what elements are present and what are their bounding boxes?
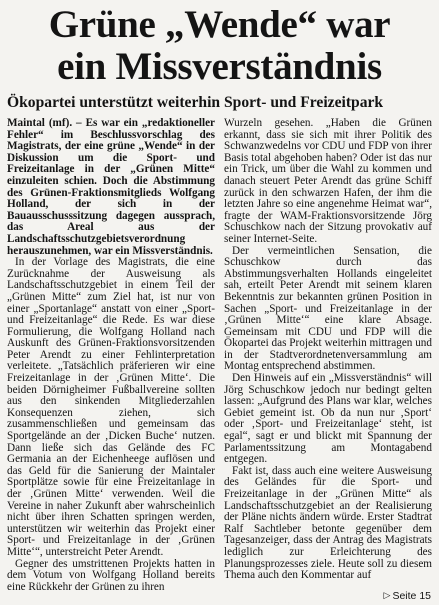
headline	[7, 4, 432, 88]
lead-paragraph	[7, 118, 215, 257]
article-columns	[7, 118, 432, 597]
article-column-right	[224, 118, 432, 597]
body-paragraph-2-start: Gegner des umstrittenen Projekts hatten in dem Votum von Wolfgang Holland bereits eine Rückkehr der Grünen zu ihren	[7, 557, 215, 593]
subheadline: Ökopartei unterstützt weiterhin Sport- und Freizeitpark	[7, 94, 384, 111]
body-paragraph-2-continued: Wurzeln gesehen. „Haben die Grünen erkannt, dass sie sich mit ihrer Politik des Schwanzwedelns vor CDU und FDP von ihrer Basis total abgehoben haben? Oder ist das nur ein Trick, um über die Wahl zu kommen und danach steuert Peter Arendt das grüne Schiff zurück in den schwarzen Hafen, der ihm die letzten Jahre so eine angenehme Heimat war“, fragte der WAM-Fraktionsvorsitzende Jörg Schuschkow nach der Sitzung provokativ auf seiner Internet-Seite.	[224, 118, 432, 245]
body-paragraph-1: In der Vorlage des Magistrats, die eine Zurücknahme der Ausweisung als Landschaftsschutzgebiet in einem Teil der „Grünen Mitte“ zum Ziel hat, ist nur von einer „Sportanlage“ anstatt von einer „Sport- und Freizeitanlage“ die Rede. Es war diese Formulierung, die Wolfgang Holland nach Auskunft des Grünen-Fraktionsvorsitzenden Peter Arendt zu einer Fehlinterpretation verleitete. „Tatsächlich präferieren wir eine Freizeitanlage in der ‚Grünen Mitte‘. Die beiden Dörnigheimer Fußballvereine sollten aus den sinkenden Mitgliederzahlen Konsequenzen ziehen, sich zusammenschließen und gemeinsam das Sportgelände an der ‚Dicken Buche‘ nutzen. Dann ließe sich das Gelände des FC Germania an der Eichenheege auflösen und das Geld für die Sanierung der Maintaler Sportplätze sowie für eine Freizeitanlage in der ‚Grünen Mitte‘ verwenden. Weil die Vereine in naher Zukunft aber wahrscheinlich nicht über ihren Schatten springen werden, unterstützen wir weiterhin das Projekt einer Sport- und Freizeitanlage in der ‚Grünen Mitte‘“, unterstreicht Peter Arendt.	[7, 256, 215, 558]
body-paragraph-3: Der vermeintlichen Sensation, die Schuschkow durch das Abstimmungsverhalten Hollands eingeleitet sah, erteilt Peter Arendt mit seinem klaren Bekenntnis zur bekannten grünen Position in Sachen „Sport- und Freizeitanlage in der ‚Grünen Mitte‘“ eine klare Absage. Gemeinsam mit CDU und FDP will die Ökopartei das Projekt weiterhin mittragen und in der Stadtverordnetenversammlung am Montag entsprechend abstimmen.	[224, 244, 432, 373]
headline-line-2: ein Missverständnis	[57, 45, 382, 88]
lead-text: Maintal (mf). – Es war ein „redaktioneller Fehler“ im Beschlussvorschlag des Magistrats, der eine grüne „Wende“ in der Diskussion um die Sport- und Freizeitanlage in der „Grünen Mitte“ einzuleiten schien. Doch die Abstimmung des Grünen-Fraktionsmitglieds Wolfgang Holland, der sich in der Bauausschusssitzung dagegen aussprach, das Areal aus der Landschaftsschutzgebietsverordnung herauszunehmen, war ein Missverständnis.	[7, 118, 215, 257]
triangle-right-icon: ▷	[383, 590, 391, 600]
article-column-left	[7, 118, 215, 597]
page-reference-label: Seite 15	[392, 590, 431, 602]
body-paragraph-4: Den Hinweis auf ein „Missverständnis“ will Jörg Schuschkow jedoch nur bedingt gelten lassen: „Aufgrund des Plans war klar, welches Gebiet gemeint ist. Ob da nun nur ‚Sport‘ oder ‚Sport- und Freizeitanlage‘ steht, ist egal“, sagt er und blickt mit Spannung der Parlamentssitzung am Montagabend entgegen.	[224, 372, 432, 466]
body-paragraph-5: Fakt ist, dass auch eine weitere Ausweisung des Geländes für die Sport- und Freizeitanlage in der „Grünen Mitte“ als Landschaftsschutzgebiet an der Realisierung der Pläne nichts ändern würde. Erster Stadtrat Ralf Sachtleber betonte gegenüber dem Tagesanzeiger, dass der Antrag des Magistrats lediglich zur Erleichterung des Planungsprozesses ziele. Heute soll zu diesem Thema auch den Kommentar auf	[224, 464, 432, 582]
headline-line-1: Grüne „Wende“ war	[48, 3, 391, 46]
page-reference[interactable]	[384, 589, 431, 602]
